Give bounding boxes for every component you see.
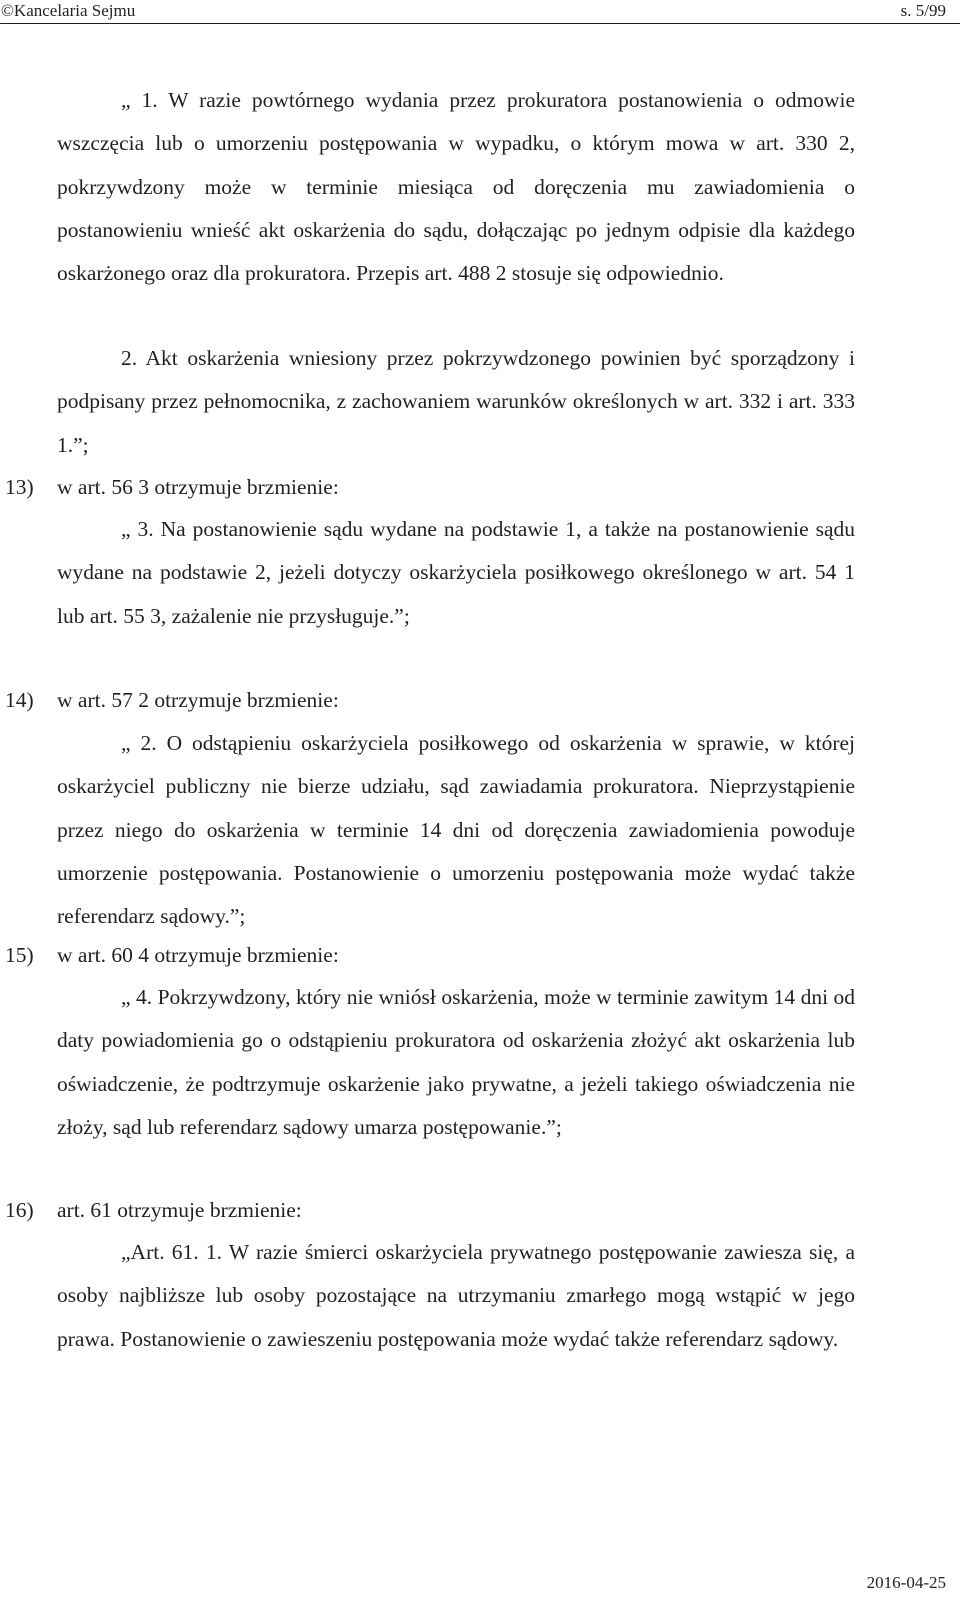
list-item-text: w art. 60 4 otrzymuje brzmienie: bbox=[57, 943, 339, 967]
header-divider bbox=[0, 23, 960, 24]
list-item-number: 13) bbox=[5, 475, 34, 499]
document-date: 2016-04-25 bbox=[866, 1573, 946, 1592]
paragraph-section-2: 2. Akt oskarżenia wniesiony przez pokrzywdzonego powinien być sporządzony i podpisany przez pełnomocnika, z zachowaniem warunków określonych w art. 332 i art. 333 1.”; bbox=[57, 346, 855, 457]
list-item-text: art. 61 otrzymuje brzmienie: bbox=[57, 1198, 302, 1222]
paragraph-art-57: „ 2. O odstąpieniu oskarżyciela posiłkowego od oskarżenia w sprawie, w której oskarżyciel publiczny nie bierze udziału, sąd zawiadamia prokuratora. Nieprzystąpienie przez niego do oskarżenia w terminie 14 dni od doręczenia zawiadomienia powoduje umorzenie postępowania. Postanowienie o umorzeniu postępowania może wydać także referendarz sądowy.”; bbox=[57, 731, 855, 929]
page-header bbox=[0, 0, 960, 26]
list-item-number: 15) bbox=[5, 943, 34, 967]
list-item-number: 16) bbox=[5, 1198, 34, 1222]
paragraph-art-56: „ 3. Na postanowienie sądu wydane na podstawie 1, a także na postanowienie sądu wydane na podstawie 2, jeżeli dotyczy oskarżyciela posiłkowego określonego w art. 54 1 lub art. 55 3, zażalenie nie przysługuje.”; bbox=[57, 517, 855, 628]
paragraph-art-61: „Art. 61. 1. W razie śmierci oskarżyciela prywatnego postępowanie zawiesza się, a osoby najbliższe lub osoby pozostające na utrzymaniu zmarłego mogą wstąpić w jego prawa. Postanowienie o zawieszeniu postępowania może wydać także referendarz sądowy. bbox=[57, 1240, 855, 1351]
list-item-number: 14) bbox=[5, 688, 34, 712]
list-item-text: w art. 57 2 otrzymuje brzmienie: bbox=[57, 688, 339, 712]
paragraph-section-1: „ 1. W razie powtórnego wydania przez prokuratora postanowienia o odmowie wszczęcia lub o umorzeniu postępowania w wypadku, o którym mowa w art. 330 2, pokrzywdzony może w terminie miesiąca od doręczenia mu zawiadomienia o postanowieniu wnieść akt oskarżenia do sądu, dołączając po jednym odpisie dla każdego oskarżonego oraz dla prokuratora. Przepis art. 488 2 stosuje się odpowiednio. bbox=[57, 88, 855, 286]
list-item-text: w art. 56 3 otrzymuje brzmienie: bbox=[57, 475, 339, 499]
paragraph-art-60: „ 4. Pokrzywdzony, który nie wniósł oskarżenia, może w terminie zawitym 14 dni od daty powiadomienia go o odstąpieniu prokuratora od oskarżenia złożyć akt oskarżenia lub oświadczenie, że podtrzymuje oskarżenie jako prywatne, a jeżeli takiego oświadczenia nie złoży, sąd lub referendarz sądowy umarza postępowanie.”; bbox=[57, 985, 855, 1139]
page-number: s. 5/99 bbox=[900, 1, 946, 20]
publisher-label: ©Kancelaria Sejmu bbox=[1, 1, 136, 20]
